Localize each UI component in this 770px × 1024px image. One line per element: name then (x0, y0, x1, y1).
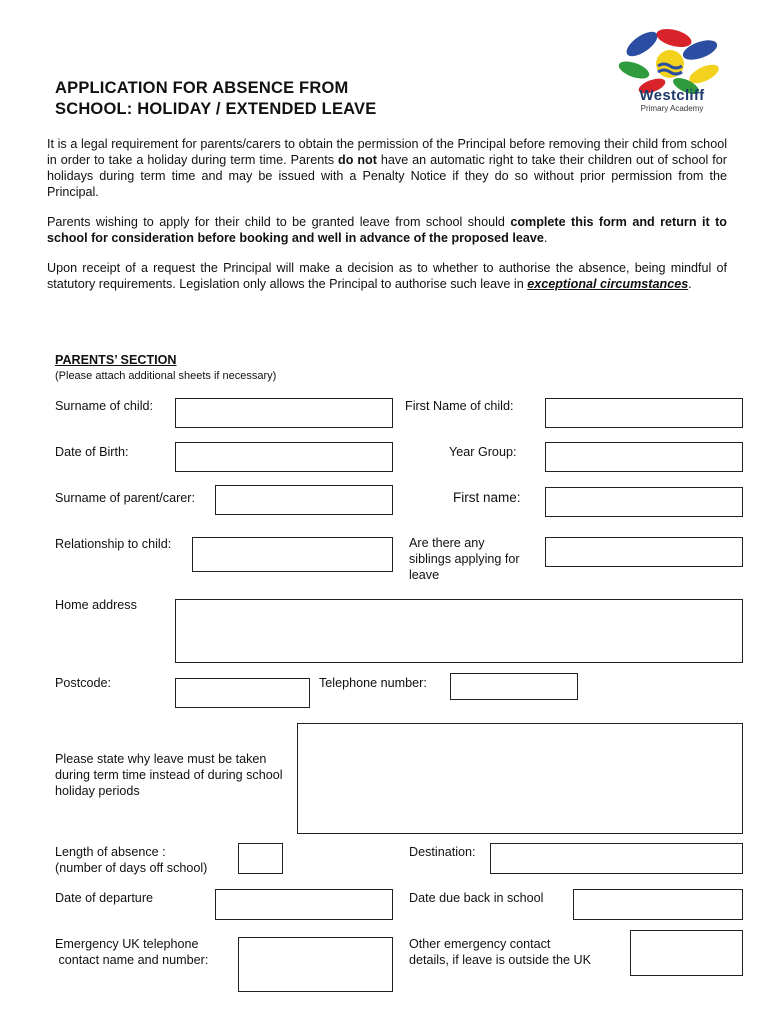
logo-subtitle: Primary Academy (640, 104, 704, 113)
postcode-label: Postcode: (55, 676, 112, 690)
year-group-label: Year Group: (449, 445, 517, 459)
siblings-label: Are there any siblings applying for leave (409, 536, 520, 582)
emergency-uk-line-2: contact name and number: (55, 953, 209, 967)
title-line-1: APPLICATION FOR ABSENCE FROM (55, 79, 349, 97)
departure-label: Date of departure (55, 891, 154, 905)
relationship-label: Relationship to child: (55, 537, 172, 551)
reason-label: Please state why leave must be taken during term time instead of during school holiday periods (55, 752, 283, 798)
other-emergency-line-1: Other emergency contact (409, 937, 551, 951)
surname-child-field[interactable] (175, 398, 393, 428)
other-emergency-field[interactable] (630, 930, 743, 976)
reason-field[interactable] (297, 723, 743, 834)
intro-paragraph-3 (47, 260, 727, 292)
dob-label: Date of Birth: (55, 445, 129, 459)
siblings-field[interactable] (545, 537, 743, 567)
surname-parent-field[interactable] (215, 485, 393, 515)
p2-text-a: Parents wishing to apply for their child to be granted leave from school should (47, 215, 511, 229)
departure-field[interactable] (215, 889, 393, 920)
p2-text-c: . (543, 231, 548, 245)
dob-field[interactable] (175, 442, 393, 472)
due-back-label: Date due back in school (409, 891, 544, 905)
title-line-2: SCHOOL: HOLIDAY / EXTENDED LEAVE (55, 100, 377, 118)
intro-paragraph-2 (47, 214, 727, 246)
section-heading: PARENTS’ SECTION (55, 353, 177, 367)
section-note: (Please attach additional sheets if necessary) (55, 370, 277, 382)
length-label-line-1: Length of absence : (55, 845, 166, 859)
p3-text-c: . (688, 277, 692, 291)
surname-child-label: Surname of child: (55, 399, 154, 413)
p3-text-a: Upon receipt of a request the Principal will make a decision as to whether to authorise the absence, being mindful of statutory requirements. Legislation only allows the Principal to authorise such leave in (47, 261, 727, 291)
length-label-line-2: (number of days off school) (55, 861, 208, 875)
length-label (55, 844, 207, 876)
p1-text-c: have an automatic right to take their children out of school for holidays during term time and may be issued with a Penalty Notice if they do so without prior permission from the Principal. (47, 153, 727, 199)
first-name-child-label: First Name of child: (405, 399, 514, 413)
p1-bold: do not (338, 153, 377, 167)
first-name-field[interactable] (545, 487, 743, 517)
telephone-field[interactable] (450, 673, 578, 700)
relationship-field[interactable] (192, 537, 393, 572)
postcode-field[interactable] (175, 678, 310, 708)
other-emergency-label (409, 936, 591, 968)
p2-bold: complete this form and return it to school for consideration before booking and well in advance of the proposed leave (47, 215, 727, 245)
first-name-child-field[interactable] (545, 398, 743, 428)
destination-label: Destination: (409, 845, 476, 859)
surname-parent-label: Surname of parent/carer: (55, 491, 196, 505)
due-back-field[interactable] (573, 889, 743, 920)
year-group-field[interactable] (545, 442, 743, 472)
logo-name: Westcliff (639, 87, 705, 104)
length-field[interactable] (238, 843, 283, 874)
other-emergency-line-2: details, if leave is outside the UK (409, 953, 592, 967)
page-title (55, 78, 495, 120)
emergency-uk-label (55, 936, 208, 968)
emergency-uk-field[interactable] (238, 937, 393, 992)
p1-text-a: It is a legal requirement for parents/carers to obtain the permission of the Principal before removing their child from school in order to take a holiday during term time. Parents (47, 137, 727, 167)
home-address-label: Home address (55, 598, 137, 612)
emergency-uk-line-1: Emergency UK telephone (55, 937, 199, 951)
logo-text (612, 88, 732, 114)
destination-field[interactable] (490, 843, 743, 874)
home-address-field[interactable] (175, 599, 743, 663)
p3-bold: exceptional circumstances (527, 277, 689, 291)
telephone-label: Telephone number: (319, 676, 427, 690)
intro-paragraph-1 (47, 136, 727, 200)
first-name-label: First name: (453, 490, 521, 505)
